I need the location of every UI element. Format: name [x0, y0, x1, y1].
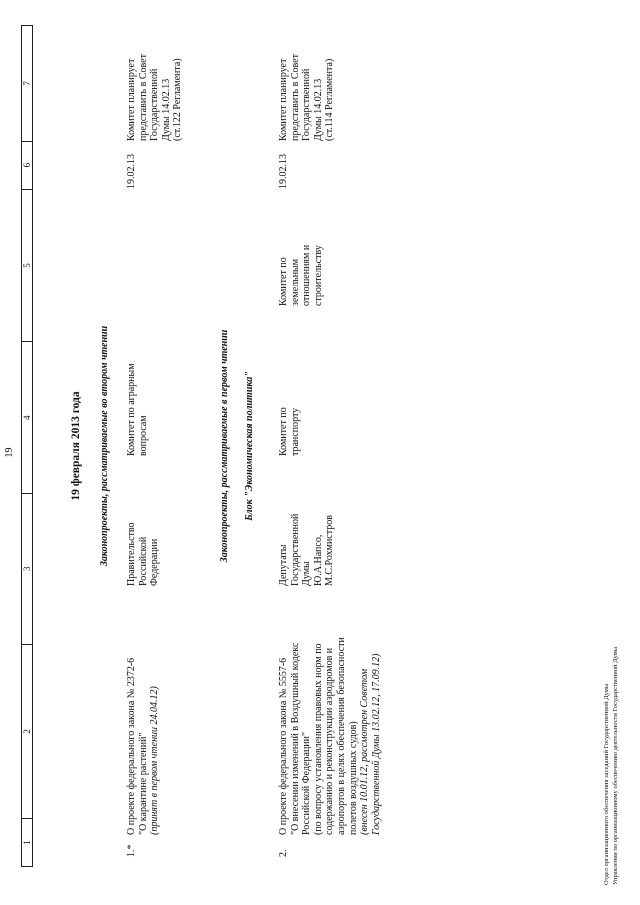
row-1-date: 19.02.13	[126, 154, 137, 189]
row-2-co-committee-line: отношениям и	[301, 244, 313, 306]
row-2-remarks-line: Государственной	[301, 68, 313, 141]
row-1-remarks-line: (ст.122 Регламента)	[172, 58, 184, 141]
row-2-title-line: Российской Федерации"	[301, 731, 313, 835]
row-1-note: (принят в первом чтении 24.04.12)	[149, 686, 161, 835]
row-1-remarks-line: Государственной	[149, 68, 161, 141]
column-header-6: 6	[22, 142, 32, 190]
row-2-note-line: Государственной Думы 13.02.12, 17.09.12)	[370, 653, 382, 835]
row-2-initiator-line: Депутаты	[278, 544, 289, 586]
column-header-row	[21, 25, 33, 867]
block-heading: Блок "Экономическая политика"	[244, 371, 255, 521]
row-2-initiator-line: М.С.Рохмистров	[324, 515, 336, 586]
row-2-title	[278, 585, 382, 835]
row-2-co-committee	[278, 190, 324, 306]
row-1-title-line: "О карантине растений"	[137, 732, 149, 835]
row-2-initiator	[278, 456, 336, 586]
row-1-committee	[126, 306, 149, 456]
column-header-1: 1	[22, 840, 32, 845]
row-1-committee-line: вопросам	[137, 415, 149, 456]
row-2-committee-line: транспорту	[289, 407, 301, 456]
date-heading: 19 февраля 2013 года	[70, 391, 82, 501]
row-2-co-committee-line: земельным	[289, 258, 301, 306]
footer-directorate: Управления по организационному обеспечению деятельности Государственной Думы	[612, 646, 619, 885]
row-2-remarks-line: представить в Совет	[289, 54, 301, 141]
row-2-remarks	[278, 25, 336, 141]
row-2-co-committee-line: Комитет по	[278, 257, 289, 306]
section-heading-first-reading: Законопроекты, рассматриваемые в первом чтении	[219, 329, 230, 563]
row-1-initiator-line: Федерации	[149, 538, 161, 586]
column-header-5: 5	[22, 190, 32, 343]
row-2-initiator-line: Ю.А.Напсо,	[312, 534, 324, 586]
row-2-title-line: полетов воздушных судов)	[347, 721, 359, 835]
section-heading-second-reading: Законопроекты, рассматриваемые во втором чтении	[99, 325, 110, 567]
row-2-initiator-line: Думы	[301, 561, 313, 586]
row-2-date: 19.02.13	[278, 154, 289, 189]
page-number: 19	[4, 447, 15, 458]
column-header-3: 3	[22, 494, 32, 645]
row-2-title-line: О проекте федерального закона № 5557-6	[278, 657, 289, 835]
column-header-7: 7	[22, 26, 32, 142]
row-2-title-line: содержанию и реконструкции аэродромов и	[324, 647, 336, 835]
row-2-title-line: (по вопросу установления правовых норм по	[312, 643, 324, 835]
column-header-4: 4	[22, 342, 32, 494]
column-header-2: 2	[22, 645, 32, 820]
row-1-remarks-line: представить в Совет	[137, 54, 149, 141]
row-2-title-line: "О внесении изменений в Воздушный кодекс	[289, 642, 301, 835]
row-2-initiator-line: Государственной	[289, 513, 301, 586]
row-1-initiator-line: Российской	[137, 536, 149, 586]
row-1-title	[126, 595, 161, 835]
row-2-remarks-line: Думы 14.02.13	[312, 78, 324, 141]
footer-department: Отдел организационного обеспечения заседаний Государственной Думы	[603, 683, 610, 885]
row-2-title-line: аэропортов в целях обеспечения безопасности	[335, 637, 347, 835]
row-1-remarks	[126, 25, 184, 141]
row-1-committee-line: Комитет по аграрным	[126, 363, 137, 456]
row-2-committee-line: Комитет по	[278, 407, 289, 456]
row-2-number: 2.	[278, 849, 289, 857]
row-1-remarks-line: Комитет планирует	[126, 58, 137, 141]
row-1-title-line: О проекте федерального закона № 2372-6	[126, 657, 137, 835]
row-2-remarks-line: (ст.114 Регламента)	[324, 58, 336, 141]
row-1-initiator	[126, 456, 161, 586]
row-2-remarks-line: Комитет планирует	[278, 58, 289, 141]
row-2-note-line: (внесен 10.01.12, рассмотрен Советом	[359, 668, 371, 835]
row-2-committee	[278, 306, 301, 456]
row-1-remarks-line: Думы 14.02.13	[160, 78, 172, 141]
row-1-initiator-line: Правительство	[126, 522, 137, 586]
row-1-number: 1.*	[126, 844, 137, 857]
row-2-co-committee-line: строительству	[312, 245, 324, 306]
